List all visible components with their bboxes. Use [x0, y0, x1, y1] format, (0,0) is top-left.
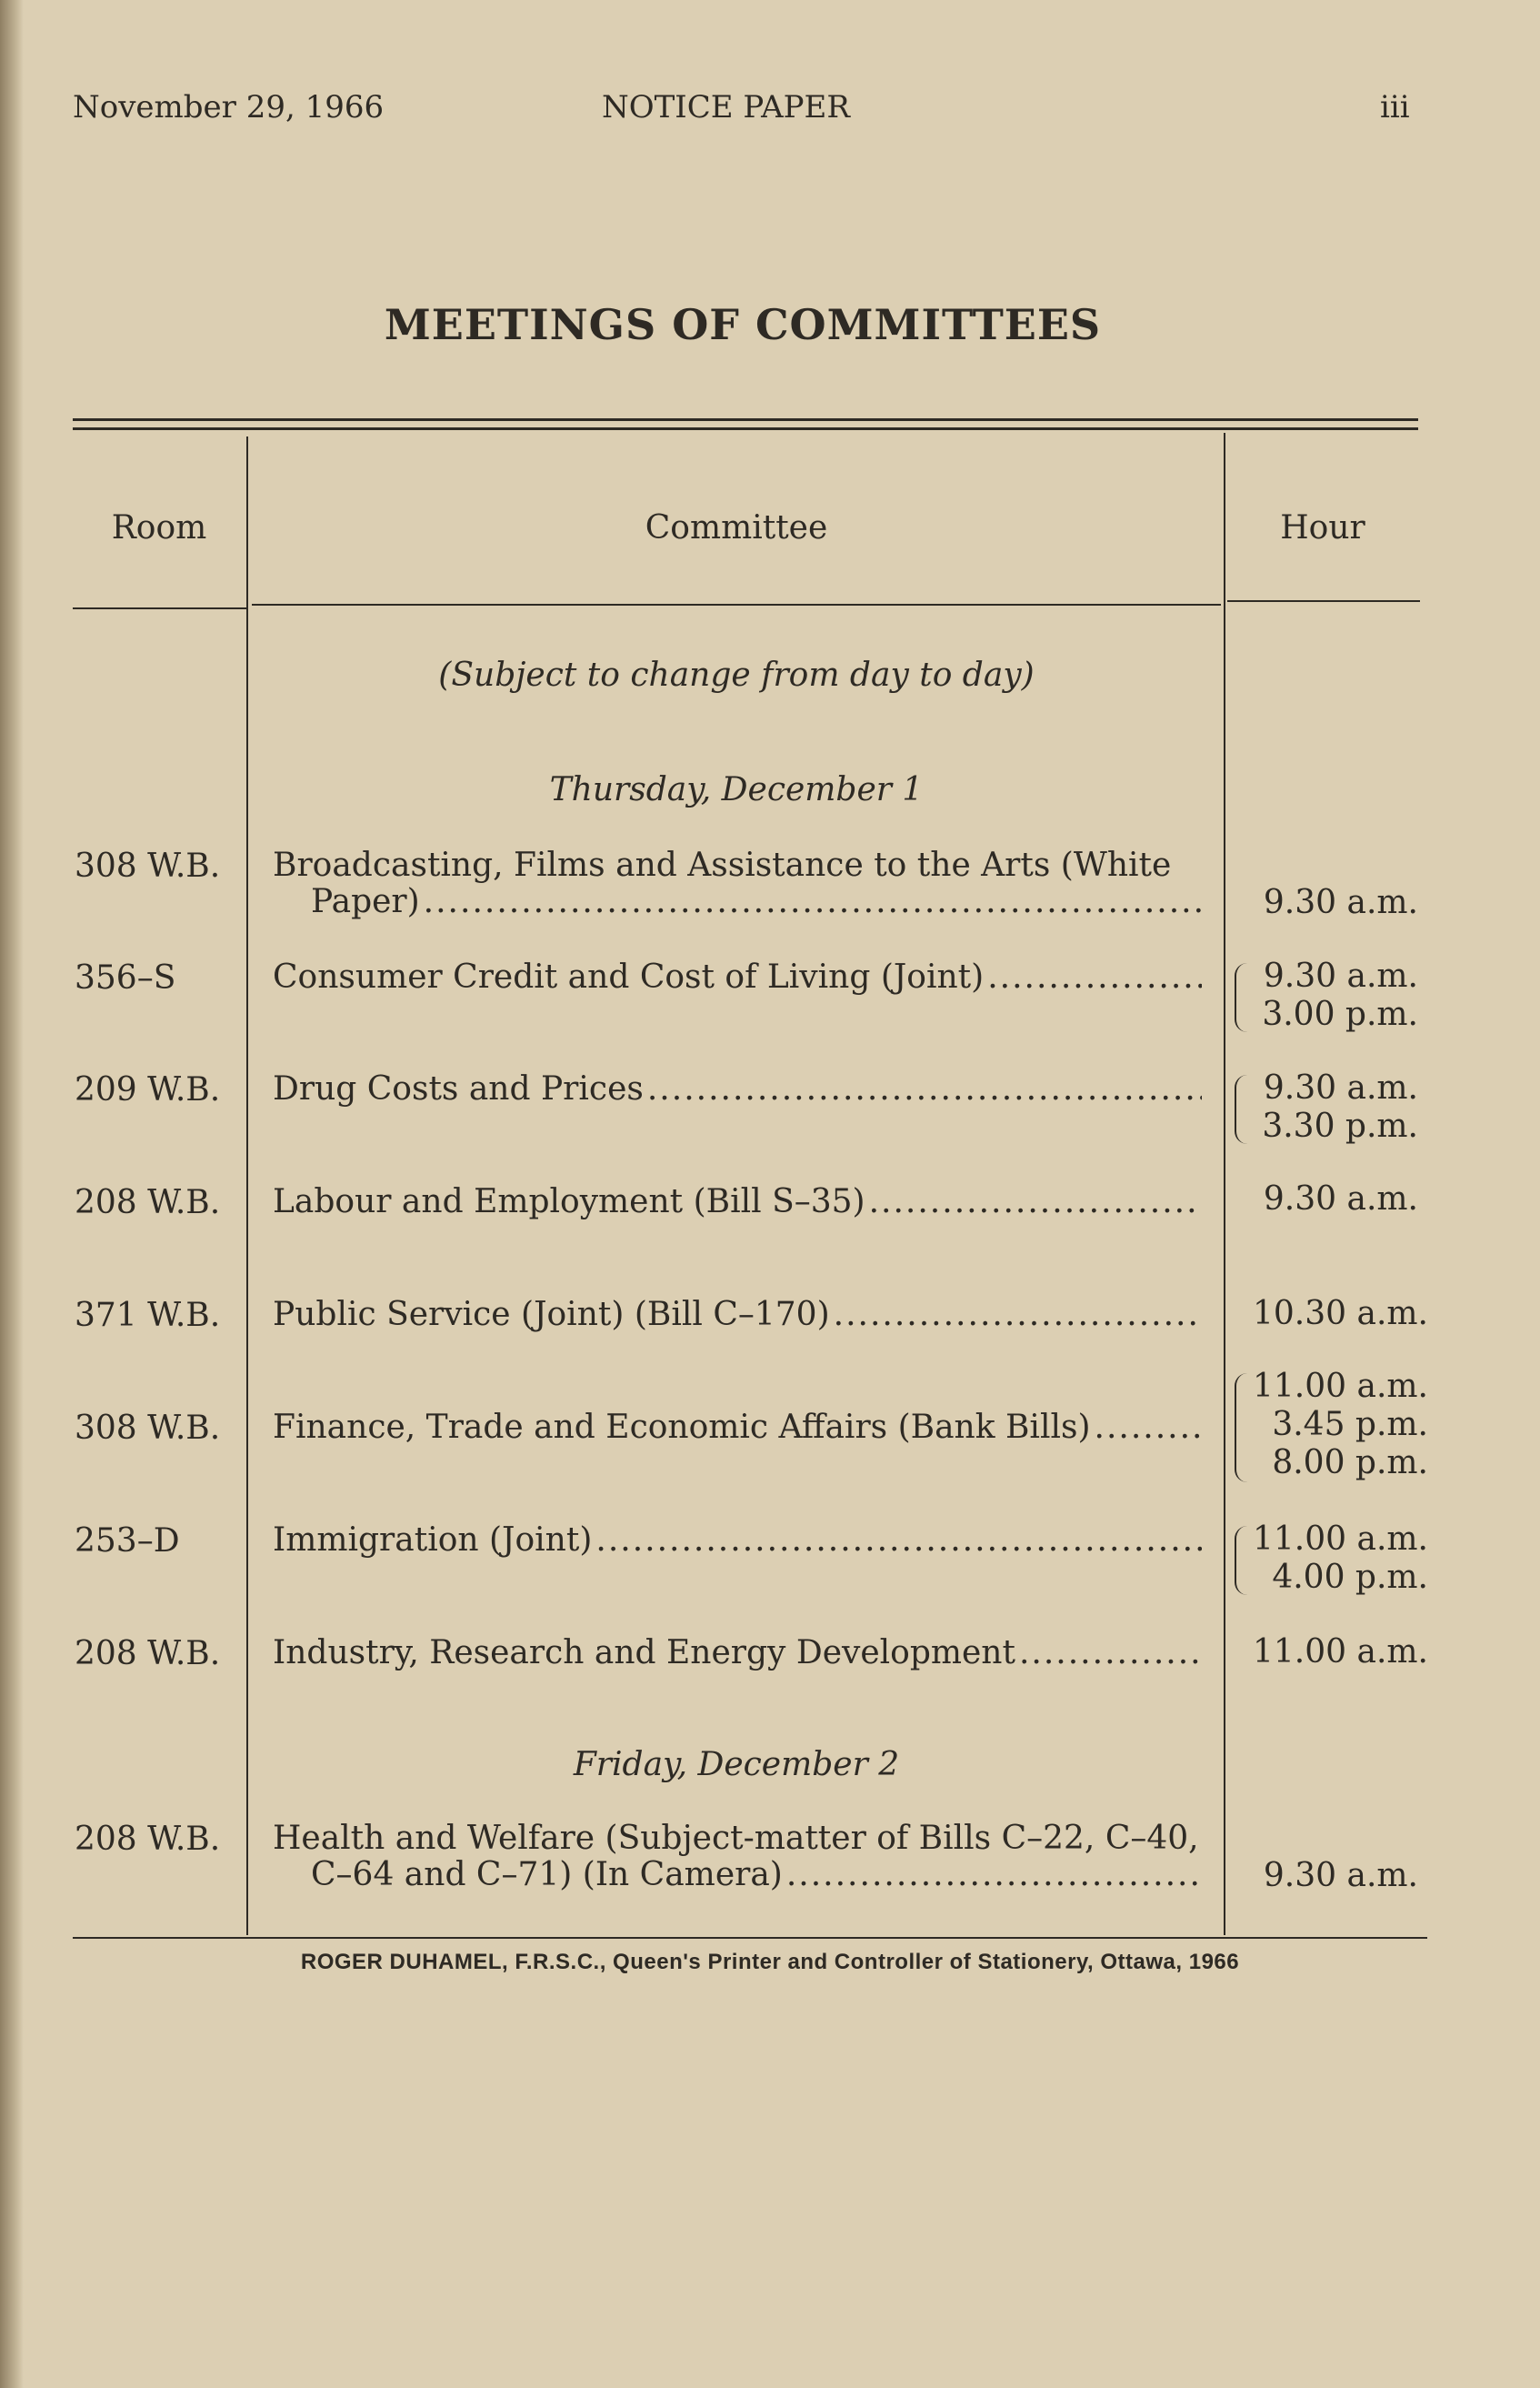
column-header-hour: Hour: [1280, 509, 1365, 547]
committee-name: [273, 1635, 1202, 1671]
leader-dots: [834, 1297, 1202, 1333]
leader-dots: [1095, 1410, 1203, 1446]
meeting-hours: [1253, 1180, 1418, 1219]
top-double-rule-2: [73, 427, 1418, 430]
meeting-hours: [1253, 1857, 1418, 1895]
room-number: 308 W.B.: [75, 848, 221, 885]
committee-line: Industry, Research and Energy Development: [273, 1634, 1015, 1671]
committee-line: Immigration (Joint): [273, 1521, 593, 1559]
meeting-hour: 8.00 p.m.: [1272, 1444, 1428, 1481]
hour-brace: [1235, 1373, 1249, 1482]
column-divider-right: [1224, 433, 1225, 1935]
hour-brace: [1235, 963, 1249, 1032]
room-number: 208 W.B.: [75, 1184, 221, 1221]
committee-line: Finance, Trade and Economic Affairs (Bank Bills): [273, 1409, 1091, 1446]
column-header-committee: Committee: [645, 509, 828, 547]
meeting-hours: [1253, 1368, 1428, 1482]
room-number: 208 W.B.: [75, 1821, 221, 1858]
meeting-hour: 9.30 a.m.: [1263, 1069, 1418, 1107]
page-number: iii: [1380, 89, 1410, 125]
column-divider-left: [246, 436, 248, 1935]
committee-line: Health and Welfare (Subject-matter of Bills C–22, C–40,: [273, 1820, 1199, 1857]
committee-name: [273, 1410, 1202, 1446]
meeting-hour: 10.30 a.m.: [1253, 1295, 1428, 1332]
room-number: 253–D: [75, 1522, 180, 1560]
committee-name: [273, 959, 1202, 996]
meeting-hour: 3.00 p.m.: [1262, 996, 1418, 1033]
leader-dots: [987, 959, 1202, 996]
leader-dots: [424, 884, 1202, 920]
day-heading: Thursday, December 1: [549, 771, 924, 808]
meeting-hours: [1253, 1520, 1428, 1597]
header-rule-committee: [252, 604, 1221, 606]
meeting-hours: [1253, 958, 1418, 1034]
room-number: 371 W.B.: [75, 1297, 221, 1334]
committee-name: [273, 1522, 1202, 1559]
document-title: MEETINGS OF COMMITTEES: [384, 300, 1102, 349]
leader-dots: [1019, 1635, 1202, 1671]
top-double-rule-1: [73, 418, 1418, 421]
meeting-hours: [1253, 1633, 1428, 1671]
leader-dots: [869, 1184, 1202, 1220]
committee-name: [273, 1184, 1202, 1220]
leader-dots: [647, 1071, 1202, 1108]
committee-line: Labour and Employment (Bill S–35): [273, 1183, 865, 1220]
room-number: 356–S: [75, 959, 176, 997]
printer-imprint: ROGER DUHAMEL, F.R.S.C., Queen's Printer and Controller of Stationery, Ottawa, 1966: [300, 1950, 1240, 1974]
meeting-hours: [1253, 1069, 1418, 1146]
committee-name: [273, 1071, 1202, 1108]
schedule-note: (Subject to change from day to day): [438, 657, 1035, 694]
bottom-rule: [73, 1937, 1427, 1939]
meeting-hours: [1253, 884, 1418, 922]
hour-brace: [1235, 1526, 1249, 1595]
column-header-room: Room: [111, 509, 207, 547]
committee-name: [273, 1821, 1202, 1893]
meeting-hour: 3.45 p.m.: [1272, 1406, 1428, 1443]
room-number: 208 W.B.: [75, 1635, 221, 1672]
hour-brace: [1235, 1075, 1249, 1144]
committee-name: [273, 1297, 1202, 1333]
header-rule-room: [73, 607, 246, 609]
meeting-hour: 11.00 a.m.: [1253, 1368, 1428, 1405]
meeting-hour: 9.30 a.m.: [1263, 1857, 1418, 1894]
leader-dots: [786, 1857, 1202, 1893]
day-heading: Friday, December 2: [573, 1746, 900, 1783]
committee-line: Consumer Credit and Cost of Living (Joint): [273, 958, 985, 996]
committee-line: Drug Costs and Prices: [273, 1070, 644, 1108]
meeting-hour: 9.30 a.m.: [1263, 1180, 1418, 1218]
room-number: 308 W.B.: [75, 1410, 221, 1447]
committee-name: [273, 848, 1202, 920]
committee-line: Broadcasting, Films and Assistance to the Arts (White: [273, 847, 1172, 884]
meeting-hour: 4.00 p.m.: [1272, 1559, 1428, 1596]
committee-line: Public Service (Joint) (Bill C–170): [273, 1296, 830, 1333]
meeting-hour: 9.30 a.m.: [1263, 884, 1418, 921]
committee-line: C–64 and C–71) (In Camera): [311, 1856, 783, 1893]
running-head-date: November 29, 1966: [73, 89, 385, 125]
meeting-hour: 11.00 a.m.: [1253, 1633, 1428, 1671]
committee-line: Paper): [311, 883, 420, 920]
meeting-hour: 11.00 a.m.: [1253, 1520, 1428, 1558]
meeting-hour: 3.30 p.m.: [1262, 1108, 1418, 1145]
leader-dots: [595, 1522, 1202, 1559]
meeting-hours: [1253, 1295, 1428, 1333]
page-edge-shadow: [0, 0, 24, 2388]
meeting-hour: 9.30 a.m.: [1263, 958, 1418, 995]
running-head-title: NOTICE PAPER: [602, 89, 850, 125]
header-rule-hour: [1227, 600, 1420, 602]
room-number: 209 W.B.: [75, 1071, 221, 1109]
